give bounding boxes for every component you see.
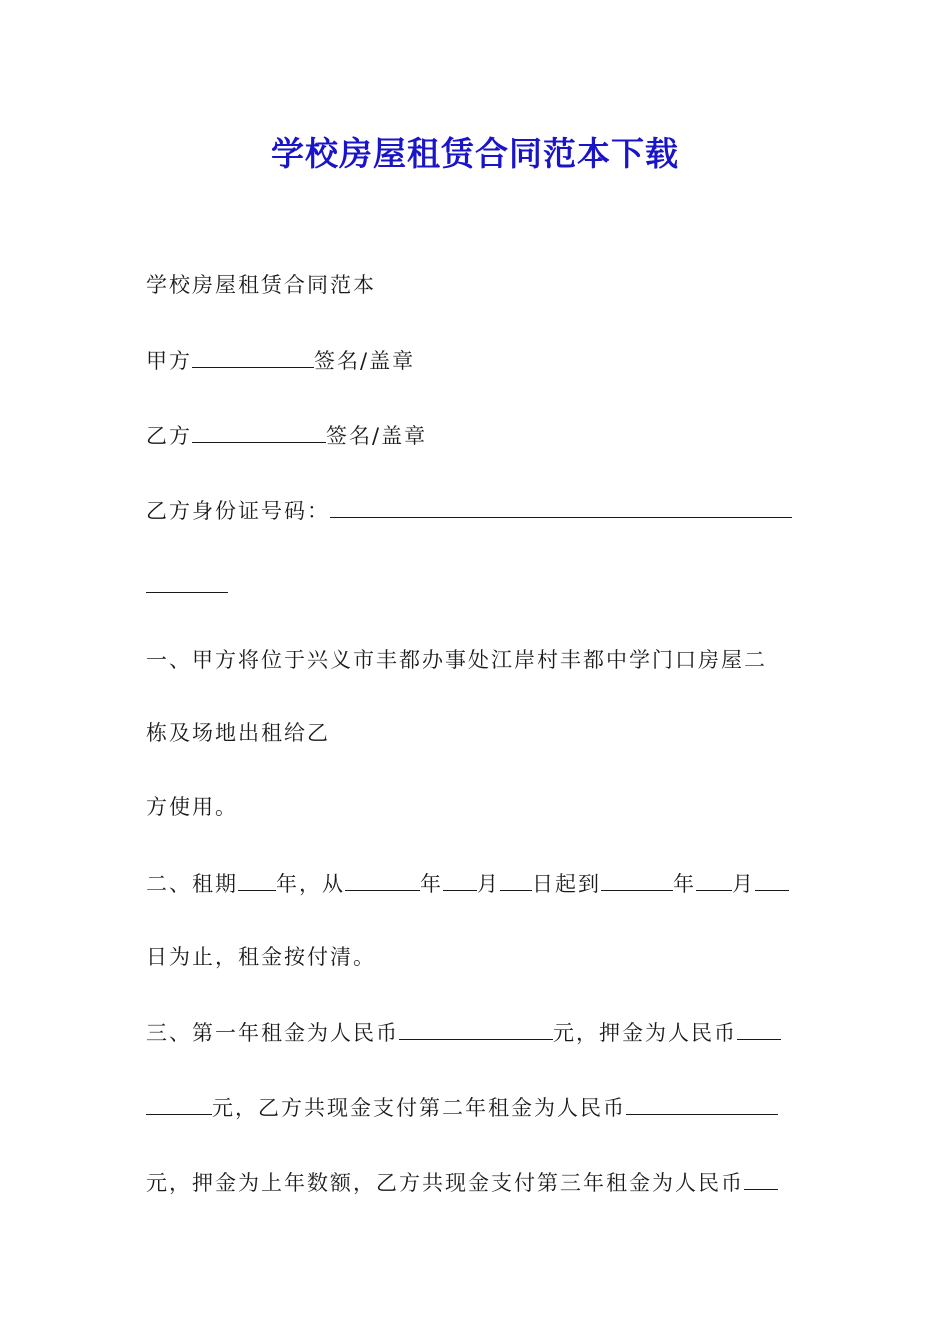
clause-3-prefix: 三、第一年租金为人民币 <box>146 1021 399 1045</box>
clause-2-prefix: 二、租期 <box>146 872 238 896</box>
clause-2-start-day: 日起到 <box>532 872 601 896</box>
clause-3-deposit-text: 元，押金为人民币 <box>553 1021 737 1045</box>
clause-3-second-year-text: 元，乙方共现金支付第二年租金为人民币 <box>212 1096 626 1120</box>
start-year-blank <box>345 868 420 891</box>
deposit-blank-continued <box>146 1092 212 1115</box>
clause-2-start-year: 年 <box>420 872 443 896</box>
party-b-id-blank-2 <box>146 570 228 593</box>
clause-1-line-2: 栋及场地出租给乙 <box>146 721 330 745</box>
party-a-label: 甲方 <box>146 349 192 373</box>
lease-term-blank <box>238 868 276 891</box>
clause-1-line-3: 方使用。 <box>146 795 238 819</box>
first-year-rent-blank <box>399 1017 553 1040</box>
clause-2-end-year: 年 <box>673 872 696 896</box>
start-day-blank <box>500 868 532 891</box>
party-b-id-blank <box>330 495 792 518</box>
party-b-id-blank-continued <box>146 570 228 601</box>
party-a-blank <box>192 345 314 368</box>
clause-2-end-month: 月 <box>732 872 755 896</box>
start-month-blank <box>443 868 477 891</box>
end-day-blank <box>755 868 789 891</box>
clause-2-line-1 <box>146 868 789 899</box>
clause-1-line-1: 一、甲方将位于兴义市丰都办事处江岸村丰都中学门口房屋二 <box>146 648 767 672</box>
clause-2-term-year: 年，从 <box>276 872 345 896</box>
clause-3-line-1 <box>146 1017 781 1048</box>
clause-3-third-year-text: 元，押金为上年数额，乙方共现金支付第三年租金为人民币 <box>146 1171 744 1195</box>
clause-2-line-2: 日为止，租金按付清。 <box>146 945 376 969</box>
deposit-blank <box>737 1017 781 1040</box>
party-b-id-label: 乙方身份证号码： <box>146 499 330 523</box>
end-month-blank <box>696 868 732 891</box>
document-title: 学校房屋租赁合同范本下载 <box>271 134 679 173</box>
third-year-rent-blank <box>744 1167 778 1190</box>
party-a-suffix: 签名/盖章 <box>314 349 416 373</box>
clause-3-line-2 <box>146 1092 778 1123</box>
clause-3-line-3 <box>146 1167 778 1198</box>
second-year-rent-blank <box>626 1092 778 1115</box>
party-b-blank <box>192 420 326 443</box>
document-subtitle: 学校房屋租赁合同范本 <box>146 273 376 297</box>
party-b-line <box>146 420 427 451</box>
clause-2-start-month: 月 <box>477 872 500 896</box>
party-b-label: 乙方 <box>146 424 192 448</box>
party-a-line <box>146 345 415 376</box>
party-b-id-line <box>146 495 792 526</box>
end-year-blank <box>601 868 673 891</box>
party-b-suffix: 签名/盖章 <box>326 424 428 448</box>
